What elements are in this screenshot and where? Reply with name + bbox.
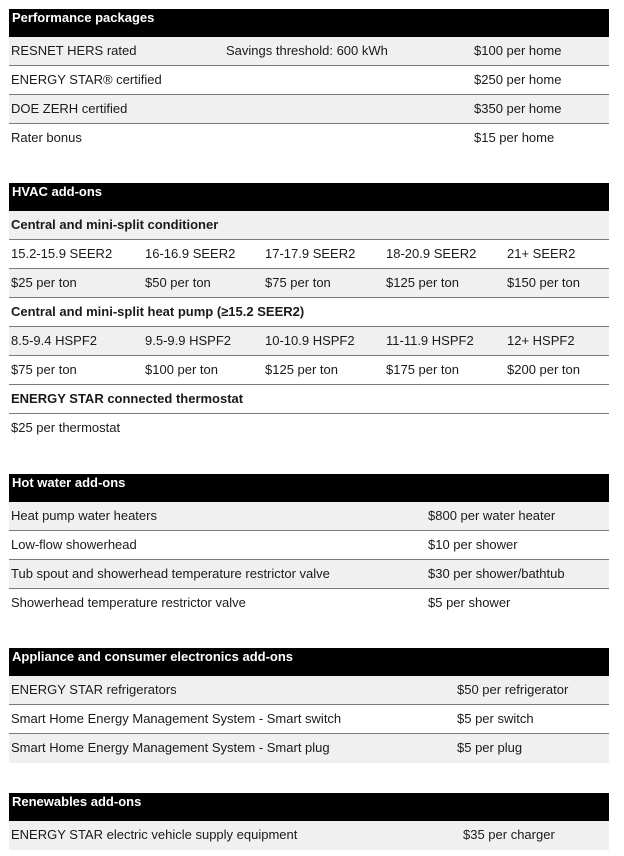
tier-label: 11-11.9 HSPF2 <box>386 333 474 348</box>
hot-water-addons-section <box>9 474 609 618</box>
tier-amount: $125 per ton <box>386 275 460 290</box>
row-amount: $5 per plug <box>457 740 523 755</box>
appliance-addons-header: Appliance and consumer electronics add-ons <box>9 648 609 676</box>
row-amount: $800 per water heater <box>428 508 556 523</box>
tier-label: 10-10.9 HSPF2 <box>265 333 355 348</box>
row-amount: $250 per home <box>474 72 562 87</box>
row-amount: $100 per home <box>474 43 562 58</box>
renewables-addons-section <box>9 793 609 850</box>
row-amount: $350 per home <box>474 101 562 116</box>
table-row <box>9 676 609 705</box>
heat-pump-amounts-row <box>9 356 609 385</box>
table-row <box>9 821 609 850</box>
row-amount: $5 per shower <box>428 595 511 610</box>
table-row <box>9 37 609 66</box>
tier-amount: $100 per ton <box>145 362 219 377</box>
table-row <box>9 531 609 560</box>
row-amount: $5 per switch <box>457 711 534 726</box>
row-label: Showerhead temperature restrictor valve <box>11 595 246 610</box>
row-label: Heat pump water heaters <box>11 508 157 523</box>
table-row <box>9 705 609 734</box>
tier-label: 17-17.9 SEER2 <box>265 246 356 261</box>
subheader-label: Central and mini-split conditioner <box>11 217 219 232</box>
conditioner-amounts-row <box>9 269 609 298</box>
tier-label: 15.2-15.9 SEER2 <box>11 246 113 261</box>
hot-water-addons-header: Hot water add-ons <box>9 474 609 502</box>
tier-label: 21+ SEER2 <box>507 246 576 261</box>
heat-pump-subheader <box>9 298 609 327</box>
table-row <box>9 502 609 531</box>
row-label: Tub spout and showerhead temperature restrictor valve <box>11 566 330 581</box>
performance-packages-section <box>9 9 609 153</box>
tier-amount: $150 per ton <box>507 275 581 290</box>
row-label: DOE ZERH certified <box>11 101 128 116</box>
row-label: Smart Home Energy Management System - Smart switch <box>11 711 342 726</box>
hvac-addons-header: HVAC add-ons <box>9 183 609 211</box>
conditioner-subheader <box>9 211 609 240</box>
row-amount: $10 per shower <box>428 537 518 552</box>
row-amount: $30 per shower/bathtub <box>428 566 565 581</box>
savings-threshold-note: Savings threshold: 600 kWh <box>226 43 388 58</box>
tier-label: 16-16.9 SEER2 <box>145 246 236 261</box>
appliance-addons-section <box>9 648 609 763</box>
hvac-addons-section <box>9 183 609 443</box>
renewables-addons-header: Renewables add-ons <box>9 793 609 821</box>
tier-amount: $125 per ton <box>265 362 339 377</box>
row-label: RESNET HERS rated <box>11 43 137 58</box>
heat-pump-tiers-row <box>9 327 609 356</box>
row-amount: $50 per refrigerator <box>457 682 569 697</box>
row-label: Low-flow showerhead <box>11 537 137 552</box>
table-row <box>9 124 609 153</box>
table-row <box>9 734 609 763</box>
tier-amount: $50 per ton <box>145 275 211 290</box>
tier-label: 18-20.9 SEER2 <box>386 246 477 261</box>
conditioner-tiers-row <box>9 240 609 269</box>
performance-packages-header: Performance packages <box>9 9 609 37</box>
tier-label: 9.5-9.9 HSPF2 <box>145 333 231 348</box>
table-row <box>9 95 609 124</box>
subheader-label: Central and mini-split heat pump (≥15.2 SEER2) <box>11 304 305 319</box>
thermostat-subheader <box>9 385 609 414</box>
row-label: ENERGY STAR electric vehicle supply equipment <box>11 827 298 842</box>
thermostat-row <box>9 414 609 443</box>
table-row <box>9 589 609 618</box>
tier-label: 8.5-9.4 HSPF2 <box>11 333 97 348</box>
table-row <box>9 560 609 589</box>
row-label: Smart Home Energy Management System - Smart plug <box>11 740 330 755</box>
tier-amount: $75 per ton <box>11 362 77 377</box>
row-amount: $15 per home <box>474 130 555 145</box>
tier-amount: $25 per ton <box>11 275 77 290</box>
row-amount: $35 per charger <box>463 827 555 842</box>
row-amount: $25 per thermostat <box>11 420 121 435</box>
subheader-label: ENERGY STAR connected thermostat <box>11 391 244 406</box>
tier-amount: $200 per ton <box>507 362 581 377</box>
row-label: ENERGY STAR® certified <box>11 72 162 87</box>
table-row <box>9 66 609 95</box>
tier-amount: $75 per ton <box>265 275 331 290</box>
row-label: Rater bonus <box>11 130 82 145</box>
tier-label: 12+ HSPF2 <box>507 333 575 348</box>
row-label: ENERGY STAR refrigerators <box>11 682 177 697</box>
tier-amount: $175 per ton <box>386 362 460 377</box>
